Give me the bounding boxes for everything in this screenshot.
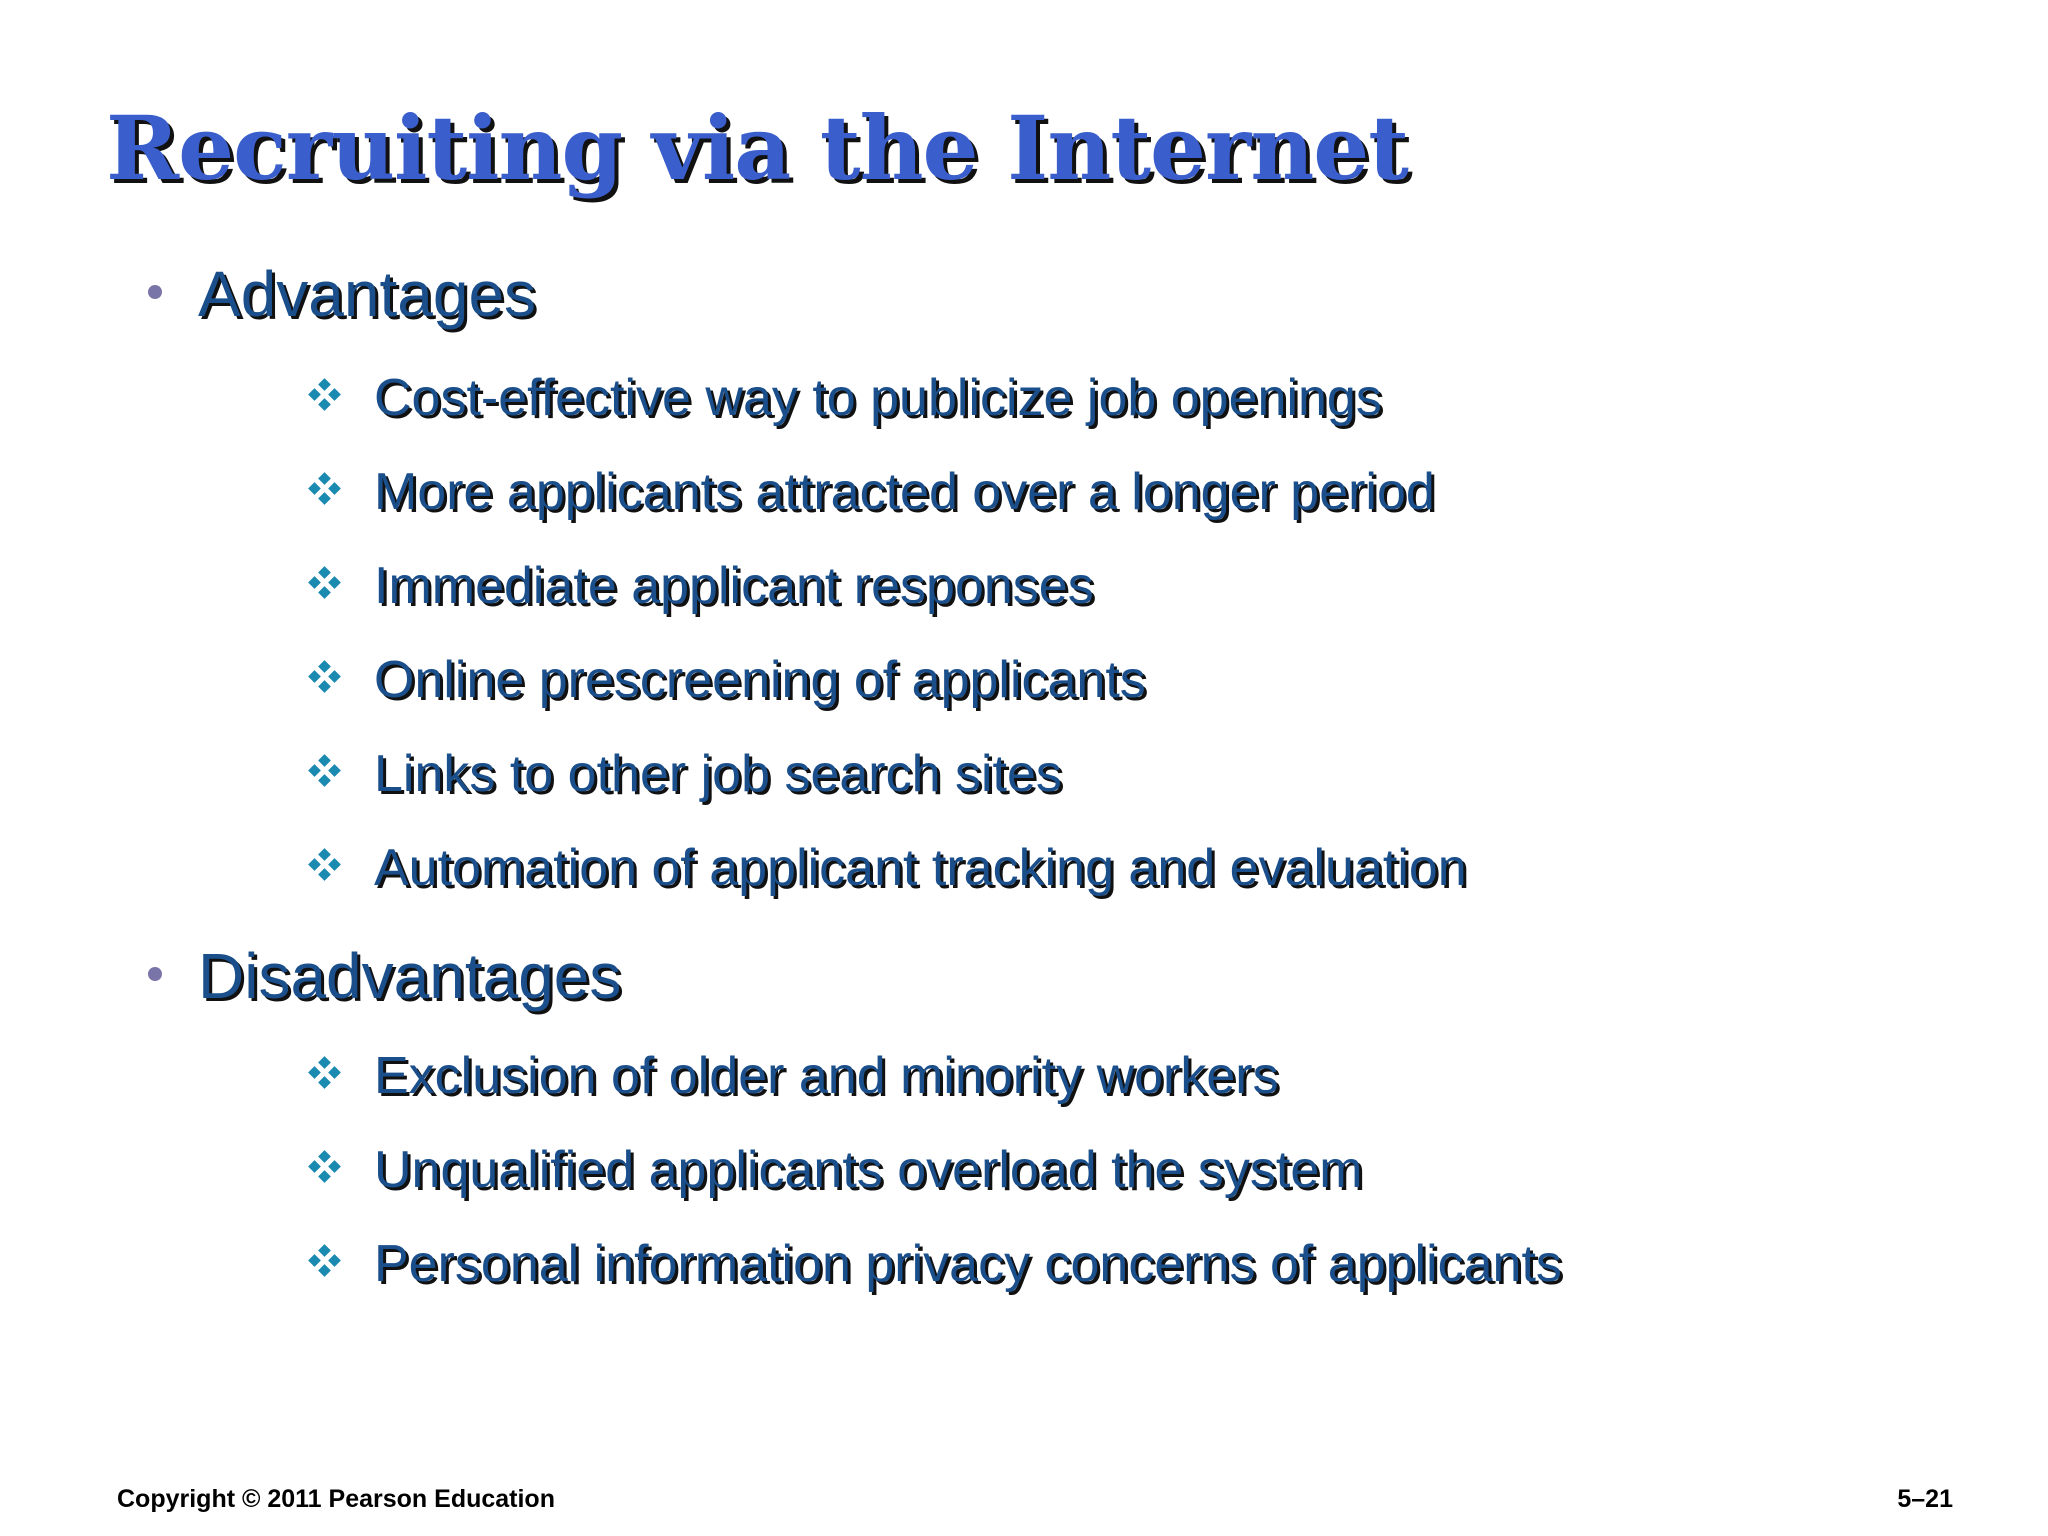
page-number: 5–21 xyxy=(1897,1485,1953,1513)
list-item xyxy=(310,651,1146,724)
four-diamond-bullet-icon xyxy=(310,474,340,504)
list-item-text: Exclusion of older and minority workers xyxy=(374,1047,1279,1105)
list-item-text: Links to other job search sites xyxy=(374,745,1062,803)
section-heading xyxy=(148,940,622,1024)
list-item xyxy=(310,745,1062,818)
list-item xyxy=(310,463,1435,536)
four-diamond-bullet-icon xyxy=(310,850,340,880)
list-item-text: Personal information privacy concerns of applicants xyxy=(374,1235,1562,1293)
section-heading-label: Advantages xyxy=(198,258,537,330)
four-diamond-bullet-icon xyxy=(310,380,340,410)
four-diamond-bullet-icon xyxy=(310,1246,340,1276)
list-item xyxy=(310,1235,1562,1308)
list-item xyxy=(310,1047,1279,1120)
round-bullet-icon xyxy=(148,967,162,981)
four-diamond-bullet-icon xyxy=(310,662,340,692)
copyright-notice: Copyright © 2011 Pearson Education xyxy=(117,1485,555,1513)
list-item xyxy=(310,1141,1363,1214)
list-item xyxy=(310,839,1467,912)
list-item-text: Online prescreening of applicants xyxy=(374,651,1146,709)
four-diamond-bullet-icon xyxy=(310,756,340,786)
four-diamond-bullet-icon xyxy=(310,568,340,598)
list-item xyxy=(310,557,1094,630)
four-diamond-bullet-icon xyxy=(310,1058,340,1088)
section-heading xyxy=(148,258,537,342)
round-bullet-icon xyxy=(148,285,162,299)
list-item-text: Cost-effective way to publicize job openings xyxy=(374,369,1382,427)
list-item-text: Automation of applicant tracking and evaluation xyxy=(374,839,1467,897)
list-item-text: Unqualified applicants overload the system xyxy=(374,1141,1363,1199)
list-item-text: More applicants attracted over a longer period xyxy=(374,463,1435,521)
list-item xyxy=(310,369,1382,442)
slide-title: Recruiting via the Internet xyxy=(106,96,1408,200)
four-diamond-bullet-icon xyxy=(310,1152,340,1182)
list-item-text: Immediate applicant responses xyxy=(374,557,1094,615)
section-heading-label: Disadvantages xyxy=(198,940,622,1012)
